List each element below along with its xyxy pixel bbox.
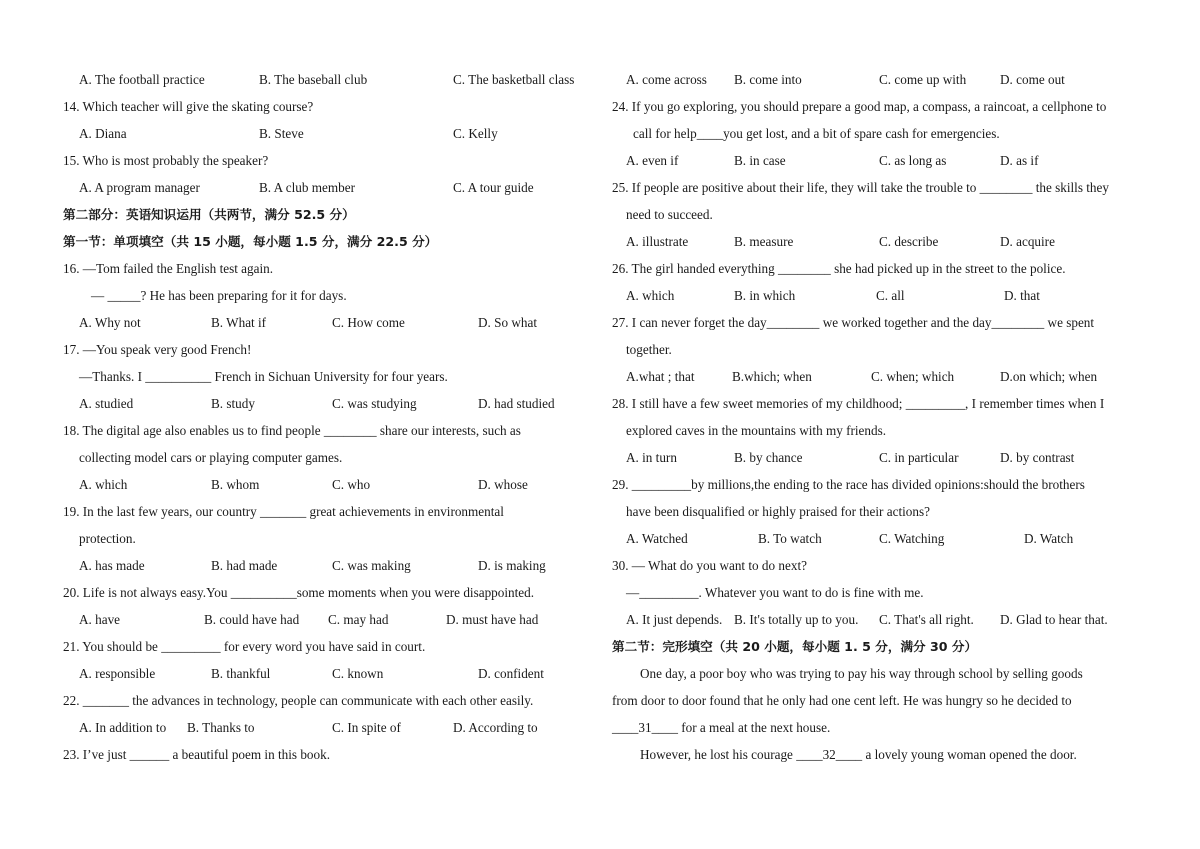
option: C. A tour guide (453, 180, 534, 195)
option: A. Why not (79, 315, 141, 330)
q20-stem: 20. Life is not always easy.You __________some moments when you were disappointed. (63, 585, 535, 600)
q29-stem-line2: have been disqualified or highly praised for their actions? (626, 504, 930, 519)
passage-line-1: One day, a poor boy who was trying to pay his way through school by selling goods (640, 666, 1083, 681)
option: C. Kelly (453, 126, 498, 141)
option: B. Steve (259, 126, 304, 141)
option: C. as long as (879, 153, 947, 168)
option: B. To watch (758, 531, 822, 546)
q19-stem: 19. In the last few years, our country _______ great achievements in environmental (63, 504, 504, 519)
option: A. which (79, 477, 128, 492)
q15-stem: 15. Who is most probably the speaker? (63, 153, 269, 168)
q29-stem: 29. _________by millions,the ending to the race has divided opinions:should the brothers (612, 477, 1085, 492)
q28-options (612, 444, 1140, 471)
option: C. come up with (879, 72, 967, 87)
q24-stem-line2: call for help____you get lost, and a bit of spare cash for emergencies. (633, 126, 1000, 141)
option: A. Watched (626, 531, 688, 546)
q22-stem: 22. _______ the advances in technology, people can communicate with each other easily. (63, 693, 534, 708)
option: A. Diana (79, 126, 127, 141)
option: C. That's all right. (879, 612, 974, 627)
passage-line-4: However, he lost his courage ____32____ a lovely young woman opened the door. (640, 747, 1077, 762)
option: B. come into (734, 72, 802, 87)
option: D. by contrast (1000, 450, 1075, 465)
q23-stem: 23. I’ve just ______ a beautiful poem in this book. (63, 747, 331, 762)
option: D. acquire (1000, 234, 1055, 249)
q18-stem-line2: collecting model cars or playing computer games. (79, 450, 343, 465)
option: B. study (211, 396, 255, 411)
option: D. is making (478, 558, 546, 573)
q21-options (63, 660, 593, 687)
option: B. A club member (259, 180, 355, 195)
option: B. in case (734, 153, 786, 168)
q25-stem: 25. If people are positive about their life, they will take the trouble to ________ the skills they (612, 180, 1109, 195)
option: D. as if (1000, 153, 1039, 168)
option: D. come out (1000, 72, 1065, 87)
option: C. who (332, 477, 371, 492)
option: A. which (626, 288, 675, 303)
q17-options (63, 390, 593, 417)
q18-stem: 18. The digital age also enables us to find people ________ share our interests, such as (63, 423, 521, 438)
option: B. Thanks to (187, 720, 255, 735)
option: C. may had (328, 612, 389, 627)
option: C. In spite of (332, 720, 401, 735)
option: B. whom (211, 477, 260, 492)
option: D. that (1004, 288, 1040, 303)
option: A. It just depends. (626, 612, 723, 627)
option: A. have (79, 612, 121, 627)
section1-heading: 第一节：单项填空（共 15 小题，每小题 1.5 分，满分 22.5 分） (63, 234, 438, 249)
option: C. was making (332, 558, 411, 573)
option: D. had studied (478, 396, 555, 411)
option: A. has made (79, 558, 145, 573)
q26-options (612, 282, 1140, 309)
q19-options (63, 552, 593, 579)
option: B. What if (211, 315, 267, 330)
option: C. in particular (879, 450, 959, 465)
q24-stem: 24. If you go exploring, you should prepare a good map, a compass, a raincoat, a cellphone to (612, 99, 1107, 114)
option: D.on which; when (1000, 369, 1098, 384)
passage-line-3: ____31____ for a meal at the next house. (612, 720, 831, 735)
q24-options (612, 147, 1140, 174)
option: D. Glad to hear that. (1000, 612, 1108, 627)
q20-options (63, 606, 593, 633)
q27-stem-line2: together. (626, 342, 672, 357)
option: C. all (876, 288, 905, 303)
option: A. come across (626, 72, 707, 87)
option: D. Watch (1024, 531, 1074, 546)
right-column (612, 66, 1140, 768)
option: B. thankful (211, 666, 271, 681)
option: B. in which (734, 288, 796, 303)
option: B. had made (211, 558, 278, 573)
option: C. was studying (332, 396, 417, 411)
q27-options (612, 363, 1140, 390)
option: A. responsible (79, 666, 156, 681)
q22-options (63, 714, 593, 741)
option: D. confident (478, 666, 544, 681)
q30-options (612, 606, 1140, 633)
option: B. It's totally up to you. (734, 612, 859, 627)
q18-options (63, 471, 593, 498)
option: A. The football practice (79, 72, 205, 87)
option: B.which; when (732, 369, 812, 384)
q15-options (63, 174, 593, 201)
q19-stem-line2: protection. (79, 531, 136, 546)
option: B. measure (734, 234, 794, 249)
option: A.what ; that (626, 369, 695, 384)
option: A. even if (626, 153, 679, 168)
part2-heading: 第二部分：英语知识运用（共两节，满分 52.5 分） (63, 207, 355, 222)
option: C. describe (879, 234, 939, 249)
option: A. A program manager (79, 180, 200, 195)
q21-stem: 21. You should be _________ for every word you have said in court. (63, 639, 426, 654)
option: C. How come (332, 315, 405, 330)
q25-stem-line2: need to succeed. (626, 207, 713, 222)
option: D. According to (453, 720, 538, 735)
option: A. illustrate (626, 234, 689, 249)
q16-options (63, 309, 593, 336)
q30-stem-line2: —_________. Whatever you want to do is fine with me. (626, 585, 924, 600)
q26-stem: 26. The girl handed everything ________ she had picked up in the street to the police. (612, 261, 1066, 276)
option: C. known (332, 666, 384, 681)
q27-stem: 27. I can never forget the day________ we worked together and the day________ we spent (612, 315, 1095, 330)
q14-stem: 14. Which teacher will give the skating course? (63, 99, 314, 114)
q29-options (612, 525, 1140, 552)
option: C. when; which (871, 369, 955, 384)
q13-options (63, 66, 593, 93)
q16-stem-line2: — _____? He has been preparing for it for days. (91, 288, 347, 303)
q23-options (612, 66, 1140, 93)
option: C. Watching (879, 531, 945, 546)
passage-line-2: from door to door found that he only had one cent left. He was hungry so he decided to (612, 693, 1072, 708)
option: A. studied (79, 396, 134, 411)
q17-stem: 17. —You speak very good French! (63, 342, 252, 357)
option: A. In addition to (79, 720, 167, 735)
left-column (63, 66, 593, 768)
option: B. The baseball club (259, 72, 368, 87)
q30-stem: 30. — What do you want to do next? (612, 558, 807, 573)
q14-options (63, 120, 593, 147)
q16-stem: 16. —Tom failed the English test again. (63, 261, 274, 276)
q28-stem-line2: explored caves in the mountains with my friends. (626, 423, 887, 438)
option: C. The basketball class (453, 72, 575, 87)
q17-stem-line2: —Thanks. I __________ French in Sichuan University for four years. (79, 369, 448, 384)
option: D. So what (478, 315, 537, 330)
option: D. must have had (446, 612, 539, 627)
option: B. could have had (204, 612, 300, 627)
option: D. whose (478, 477, 528, 492)
q25-options (612, 228, 1140, 255)
q28-stem: 28. I still have a few sweet memories of my childhood; _________, I remember times when I (612, 396, 1105, 411)
section2-heading: 第二节：完形填空（共 20 小题，每小题 1. 5 分，满分 30 分） (612, 639, 978, 654)
option: A. in turn (626, 450, 677, 465)
option: B. by chance (734, 450, 803, 465)
